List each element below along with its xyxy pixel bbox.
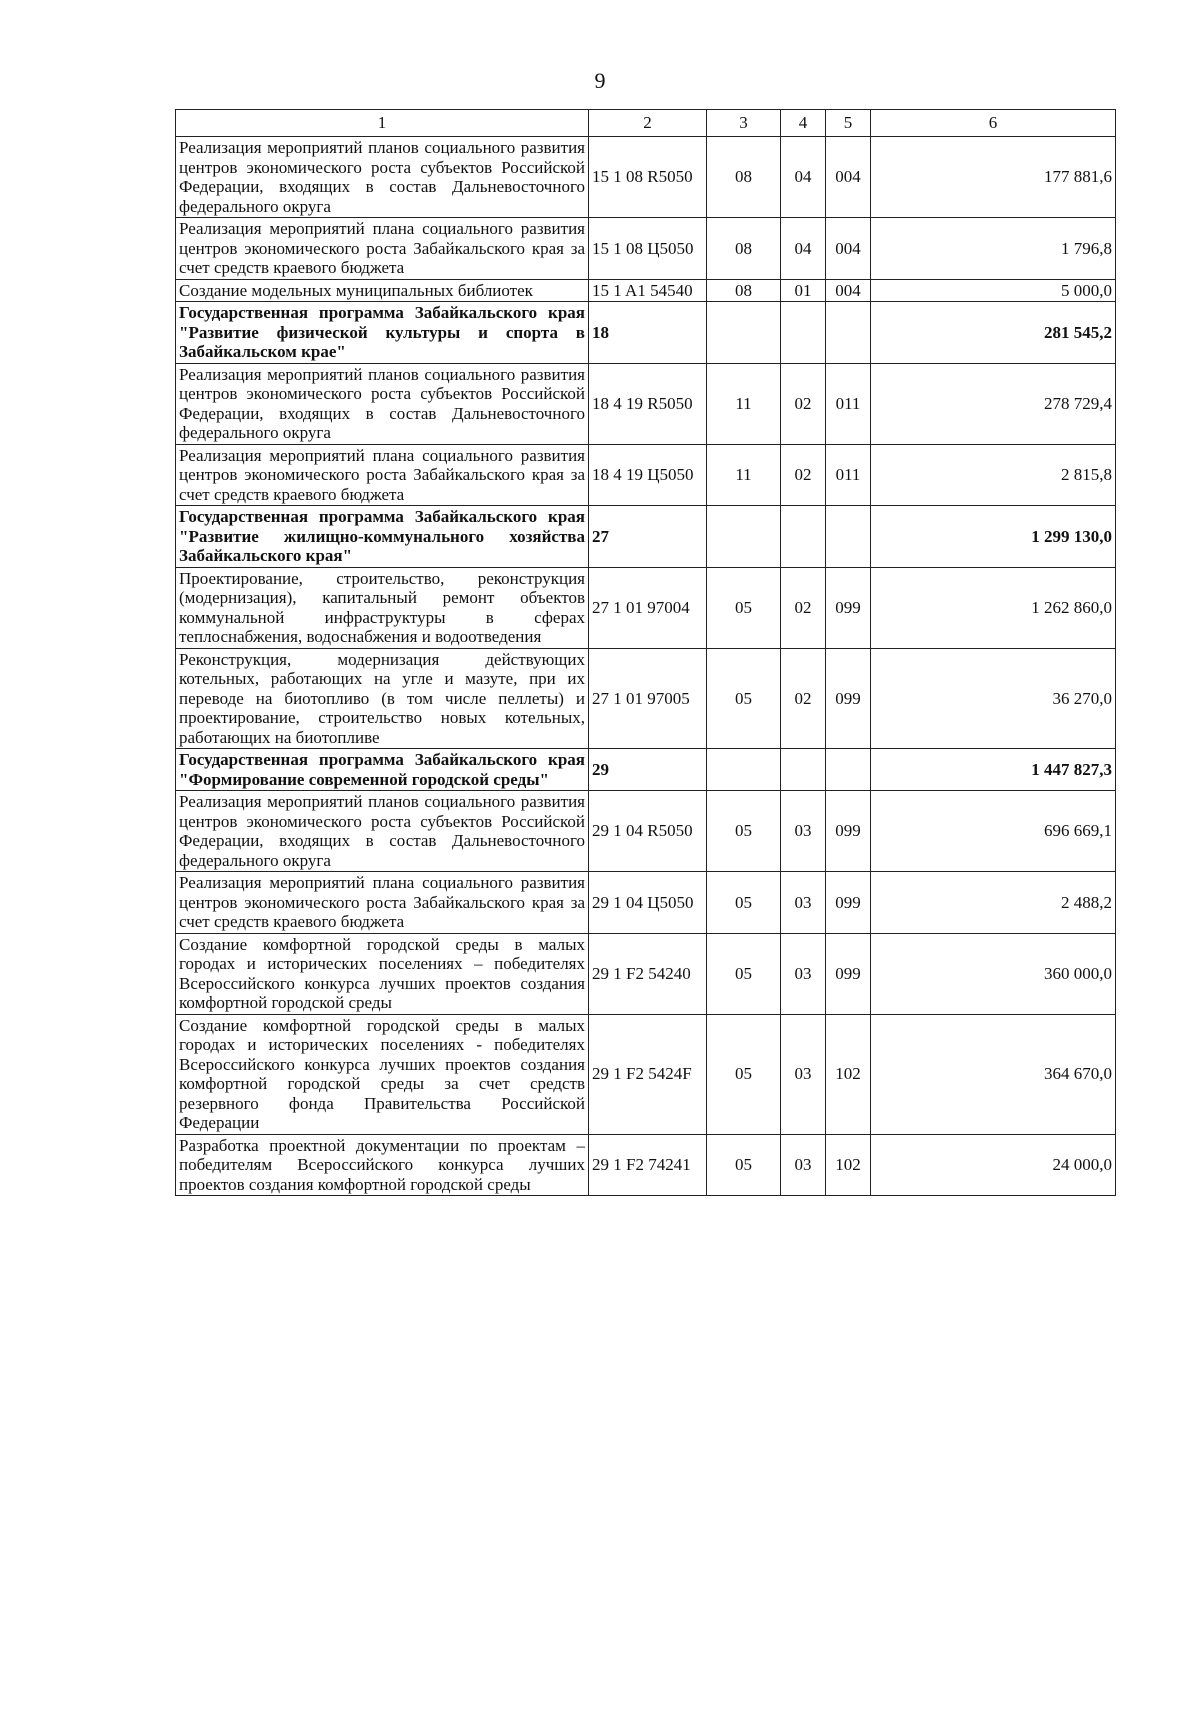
row-code-cell: 29 xyxy=(589,749,707,791)
column-header: 2 xyxy=(589,110,707,137)
row-code-cell: 18 4 19 R5050 xyxy=(589,363,707,444)
row-expense-type-cell: 099 xyxy=(826,933,871,1014)
row-section-cell: 05 xyxy=(707,1014,781,1134)
row-expense-type-cell: 004 xyxy=(826,137,871,218)
row-amount-cell: 2 815,8 xyxy=(871,444,1116,506)
row-expense-type-cell: 011 xyxy=(826,444,871,506)
table-row xyxy=(176,137,1116,218)
row-name-cell: Государственная программа Забайкальского края "Формирование современной городской среды" xyxy=(176,749,589,791)
row-expense-type-cell xyxy=(826,749,871,791)
row-amount-cell: 1 796,8 xyxy=(871,218,1116,280)
row-subsection-cell: 02 xyxy=(781,444,826,506)
row-section-cell: 05 xyxy=(707,933,781,1014)
row-expense-type-cell: 102 xyxy=(826,1014,871,1134)
row-code-cell: 29 1 F2 54240 xyxy=(589,933,707,1014)
row-name-cell: Государственная программа Забайкальского края "Развитие жилищно-коммунального хозяйства Забайкальского края" xyxy=(176,506,589,568)
program-row xyxy=(176,749,1116,791)
row-amount-cell: 1 299 130,0 xyxy=(871,506,1116,568)
row-expense-type-cell: 099 xyxy=(826,648,871,749)
column-header: 6 xyxy=(871,110,1116,137)
row-subsection-cell: 04 xyxy=(781,218,826,280)
table-row xyxy=(176,444,1116,506)
row-name-cell: Реализация мероприятий плана социального развития центров экономического роста Забайкальского края за счет средств краевого бюджета xyxy=(176,218,589,280)
row-code-cell: 29 1 F2 74241 xyxy=(589,1134,707,1196)
row-name-cell: Реализация мероприятий плана социального развития центров экономического роста Забайкальского края за счет средств краевого бюджета xyxy=(176,872,589,934)
row-section-cell xyxy=(707,506,781,568)
row-subsection-cell: 02 xyxy=(781,567,826,648)
row-subsection-cell: 03 xyxy=(781,791,826,872)
page-number: 9 xyxy=(594,68,606,93)
row-subsection-cell xyxy=(781,302,826,364)
row-section-cell: 08 xyxy=(707,218,781,280)
row-code-cell: 27 1 01 97004 xyxy=(589,567,707,648)
row-section-cell: 08 xyxy=(707,137,781,218)
column-header: 4 xyxy=(781,110,826,137)
row-amount-cell: 1 447 827,3 xyxy=(871,749,1116,791)
table-row xyxy=(176,279,1116,302)
row-name-cell: Создание модельных муниципальных библиотек xyxy=(176,279,589,302)
row-subsection-cell: 02 xyxy=(781,648,826,749)
row-expense-type-cell: 102 xyxy=(826,1134,871,1196)
row-amount-cell: 278 729,4 xyxy=(871,363,1116,444)
column-header: 1 xyxy=(176,110,589,137)
row-subsection-cell: 03 xyxy=(781,933,826,1014)
row-subsection-cell: 01 xyxy=(781,279,826,302)
row-expense-type-cell: 011 xyxy=(826,363,871,444)
row-section-cell: 05 xyxy=(707,567,781,648)
row-name-cell: Реализация мероприятий планов социального развития центров экономического роста субъектов Российской Федерации, входящих в состав Дальневосточного федерального округа xyxy=(176,791,589,872)
row-subsection-cell: 03 xyxy=(781,872,826,934)
table-row xyxy=(176,218,1116,280)
table-row xyxy=(176,1014,1116,1134)
row-amount-cell: 696 669,1 xyxy=(871,791,1116,872)
row-code-cell: 15 1 08 Ц5050 xyxy=(589,218,707,280)
table-row xyxy=(176,648,1116,749)
row-code-cell: 18 xyxy=(589,302,707,364)
row-amount-cell: 2 488,2 xyxy=(871,872,1116,934)
row-section-cell: 08 xyxy=(707,279,781,302)
row-amount-cell: 24 000,0 xyxy=(871,1134,1116,1196)
program-row xyxy=(176,302,1116,364)
row-amount-cell: 364 670,0 xyxy=(871,1014,1116,1134)
row-subsection-cell: 03 xyxy=(781,1014,826,1134)
row-subsection-cell: 04 xyxy=(781,137,826,218)
row-section-cell: 05 xyxy=(707,1134,781,1196)
table-row xyxy=(176,791,1116,872)
row-amount-cell: 360 000,0 xyxy=(871,933,1116,1014)
row-expense-type-cell: 099 xyxy=(826,791,871,872)
row-subsection-cell: 03 xyxy=(781,1134,826,1196)
row-subsection-cell xyxy=(781,506,826,568)
table-row xyxy=(176,933,1116,1014)
row-amount-cell: 36 270,0 xyxy=(871,648,1116,749)
row-section-cell: 11 xyxy=(707,363,781,444)
row-name-cell: Реализация мероприятий планов социального развития центров экономического роста субъектов Российской Федерации, входящих в состав Дальневосточного федерального округа xyxy=(176,363,589,444)
row-section-cell xyxy=(707,302,781,364)
row-code-cell: 27 xyxy=(589,506,707,568)
row-name-cell: Создание комфортной городской среды в малых городах и исторических поселениях - победителях Всероссийского конкурса лучших проектов создания комфортной городской среды за счет средств резервного фонда Правительства Российской Федерации xyxy=(176,1014,589,1134)
row-code-cell: 18 4 19 Ц5050 xyxy=(589,444,707,506)
row-section-cell: 05 xyxy=(707,872,781,934)
row-section-cell xyxy=(707,749,781,791)
row-name-cell: Реконструкция, модернизация действующих котельных, работающих на угле и мазуте, при их переводе на биотопливо (в том числе пеллеты) и проектирование, строительство новых котельных, работающих на биотопливе xyxy=(176,648,589,749)
row-section-cell: 05 xyxy=(707,791,781,872)
row-name-cell: Проектирование, строительство, реконструкция (модернизация), капитальный ремонт объектов коммунальной инфраструктуры в сферах теплоснабжения, водоснабжения и водоотведения xyxy=(176,567,589,648)
row-name-cell: Реализация мероприятий плана социального развития центров экономического роста Забайкальского края за счет средств краевого бюджета xyxy=(176,444,589,506)
row-expense-type-cell xyxy=(826,506,871,568)
row-code-cell: 29 1 04 R5050 xyxy=(589,791,707,872)
row-section-cell: 05 xyxy=(707,648,781,749)
row-amount-cell: 5 000,0 xyxy=(871,279,1116,302)
row-subsection-cell xyxy=(781,749,826,791)
row-expense-type-cell: 004 xyxy=(826,218,871,280)
row-expense-type-cell xyxy=(826,302,871,364)
row-name-cell: Разработка проектной документации по проектам – победителям Всероссийского конкурса лучших проектов создания комфортной городской среды xyxy=(176,1134,589,1196)
row-code-cell: 29 1 04 Ц5050 xyxy=(589,872,707,934)
table-row xyxy=(176,872,1116,934)
row-code-cell: 27 1 01 97005 xyxy=(589,648,707,749)
row-expense-type-cell: 099 xyxy=(826,567,871,648)
row-code-cell: 29 1 F2 5424F xyxy=(589,1014,707,1134)
table-row xyxy=(176,1134,1116,1196)
table-row xyxy=(176,567,1116,648)
row-name-cell: Реализация мероприятий планов социального развития центров экономического роста субъектов Российской Федерации, входящих в состав Дальневосточного федерального округа xyxy=(176,137,589,218)
row-amount-cell: 177 881,6 xyxy=(871,137,1116,218)
table-header-row xyxy=(176,110,1116,137)
row-expense-type-cell: 004 xyxy=(826,279,871,302)
table-row xyxy=(176,363,1116,444)
row-subsection-cell: 02 xyxy=(781,363,826,444)
row-code-cell: 15 1 08 R5050 xyxy=(589,137,707,218)
row-name-cell: Государственная программа Забайкальского края "Развитие физической культуры и спорта в Забайкальском крае" xyxy=(176,302,589,364)
column-header: 3 xyxy=(707,110,781,137)
budget-table xyxy=(175,109,1116,1196)
row-amount-cell: 281 545,2 xyxy=(871,302,1116,364)
program-row xyxy=(176,506,1116,568)
row-amount-cell: 1 262 860,0 xyxy=(871,567,1116,648)
column-header: 5 xyxy=(826,110,871,137)
row-code-cell: 15 1 A1 54540 xyxy=(589,279,707,302)
row-name-cell: Создание комфортной городской среды в малых городах и исторических поселениях – победителях Всероссийского конкурса лучших проектов создания комфортной городской среды xyxy=(176,933,589,1014)
row-section-cell: 11 xyxy=(707,444,781,506)
row-expense-type-cell: 099 xyxy=(826,872,871,934)
